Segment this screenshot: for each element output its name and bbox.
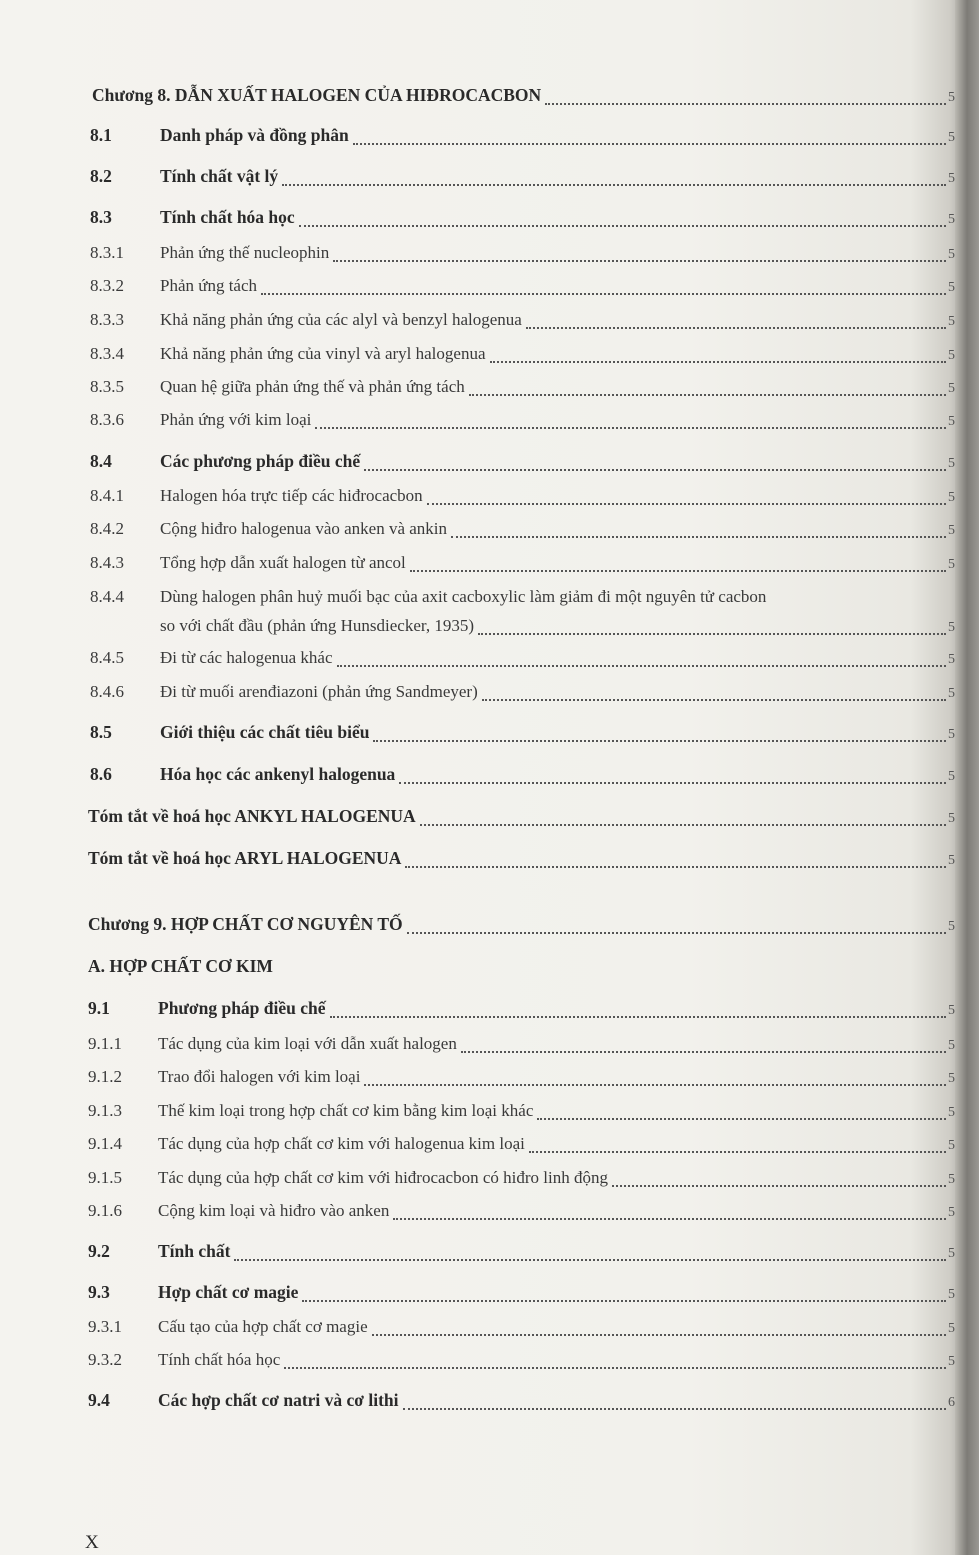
dot-leader	[403, 1408, 946, 1410]
toc-title: Hóa học các ankenyl halogenua	[160, 764, 396, 784]
dot-leader	[482, 699, 946, 701]
toc-page: 5	[948, 130, 955, 145]
toc-number: 9.1	[88, 998, 110, 1018]
toc-page: 5	[948, 1205, 955, 1220]
toc-section[interactable]	[0, 1385, 955, 1415]
dot-leader	[372, 1334, 946, 1336]
toc-number: 8.5	[90, 722, 112, 742]
toc-number: 8.3.2	[90, 276, 124, 295]
toc-number: 9.1.1	[88, 1034, 122, 1053]
dot-leader	[284, 1367, 946, 1369]
toc-page: 5	[948, 1246, 955, 1261]
dot-leader	[299, 225, 946, 227]
toc-title: Trao đổi halogen với kim loại	[158, 1067, 361, 1086]
toc-title: Hợp chất cơ magie	[158, 1282, 299, 1302]
toc-page: 5	[948, 414, 955, 429]
dot-leader	[410, 570, 946, 572]
toc-summary[interactable]	[0, 801, 955, 831]
toc-title: Khả năng phản ứng của các alyl và benzyl halogenua	[160, 310, 522, 329]
toc-number: 8.4.3	[90, 553, 124, 572]
toc-subsection[interactable]	[0, 1096, 955, 1126]
toc-chapter-heading[interactable]	[0, 80, 955, 110]
toc-page: 5	[948, 727, 955, 742]
toc-title: Phản ứng tách	[160, 276, 258, 295]
toc-page: 5	[948, 620, 955, 635]
toc-number: 8.6	[90, 764, 112, 784]
toc-title: Phản ứng với kim loại	[160, 410, 312, 429]
toc-number: 9.4	[88, 1390, 110, 1410]
toc-number: 8.1	[90, 125, 112, 145]
toc-subsection[interactable]	[0, 1062, 955, 1092]
toc-number: 9.3.2	[88, 1350, 122, 1369]
toc-title: Các hợp chất cơ natri và cơ lithi	[158, 1390, 399, 1410]
dot-leader	[420, 824, 946, 826]
toc-page: 5	[948, 1287, 955, 1302]
dot-leader	[393, 1218, 946, 1220]
dot-leader	[364, 469, 946, 471]
toc-subsection-continuation[interactable]	[0, 611, 955, 641]
dot-leader	[330, 1016, 946, 1018]
toc-page: 5	[948, 811, 955, 826]
page-binding-edge	[955, 0, 979, 1555]
toc-number: 9.1.3	[88, 1101, 122, 1120]
toc-title: Tính chất hóa học	[160, 207, 295, 227]
toc-page: 5	[948, 557, 955, 572]
toc-subsection[interactable]	[0, 339, 955, 369]
toc-page: 5	[948, 348, 955, 363]
toc-subsection[interactable]	[0, 1345, 955, 1375]
toc-number: 8.4.5	[90, 648, 124, 667]
dot-leader	[490, 361, 947, 363]
dot-leader	[302, 1300, 946, 1302]
toc-page: 5	[948, 523, 955, 538]
dot-leader	[353, 143, 946, 145]
toc-number: 9.1.2	[88, 1067, 122, 1086]
toc-title: Tác dụng của kim loại với dẫn xuất halogen	[158, 1034, 457, 1053]
dot-leader	[364, 1084, 946, 1086]
dot-leader	[529, 1151, 946, 1153]
toc-title: Cộng hiđro halogenua vào anken và ankin	[160, 519, 448, 538]
dot-leader	[405, 866, 946, 868]
toc-subsection[interactable]	[0, 677, 955, 707]
toc-page: 5	[948, 919, 955, 934]
dot-leader	[234, 1259, 946, 1261]
toc-subsection[interactable]	[0, 582, 955, 612]
toc-title: Đi từ muối arenđiazoni (phản ứng Sandmeyer)	[160, 682, 478, 701]
toc-title: Cấu tạo của hợp chất cơ magie	[158, 1317, 368, 1336]
dot-leader	[612, 1185, 946, 1187]
toc-page: 5	[948, 1038, 955, 1053]
toc-title: Chương 8. DẪN XUẤT HALOGEN CỦA HIĐROCACBON	[92, 85, 542, 105]
dot-leader	[337, 665, 946, 667]
dot-leader	[261, 293, 946, 295]
toc-number: 8.3.5	[90, 377, 124, 396]
toc-section[interactable]	[0, 759, 955, 789]
toc-page: 5	[948, 1071, 955, 1086]
toc-page: 5	[948, 247, 955, 262]
toc-number: 8.4.4	[90, 587, 124, 606]
dot-leader	[315, 427, 946, 429]
toc-subsection[interactable]	[0, 1196, 955, 1226]
toc-part-heading[interactable]	[0, 951, 955, 981]
dot-leader	[461, 1051, 946, 1053]
dot-leader	[373, 740, 946, 742]
toc-summary[interactable]	[0, 843, 955, 873]
toc-page: 5	[948, 1105, 955, 1120]
toc-number: 8.3.6	[90, 410, 124, 429]
dot-leader	[333, 260, 946, 262]
toc-subsection[interactable]	[0, 481, 955, 511]
toc-section[interactable]	[0, 446, 955, 476]
toc-subsection[interactable]	[0, 1129, 955, 1159]
toc-page: 5	[948, 171, 955, 186]
toc-title: Tính chất hóa học	[158, 1350, 281, 1369]
toc-title: Phản ứng thế nucleophin	[160, 243, 330, 262]
dot-leader	[545, 103, 946, 105]
dot-leader	[526, 327, 946, 329]
toc-title: Tác dụng của hợp chất cơ kim với hiđrocacbon có hiđro linh động	[158, 1168, 608, 1187]
toc-title: Quan hệ giữa phản ứng thế và phản ứng tách	[160, 377, 465, 396]
toc-title: Chương 9. HỢP CHẤT CƠ NGUYÊN TỐ	[88, 914, 403, 934]
toc-title: Danh pháp và đồng phân	[160, 125, 349, 145]
dot-leader	[427, 503, 946, 505]
toc-subsection[interactable]	[0, 643, 955, 673]
dot-leader	[282, 184, 946, 186]
toc-number: 9.3.1	[88, 1317, 122, 1336]
toc-title: Tính chất vật lý	[160, 166, 279, 186]
toc-page: 5	[948, 769, 955, 784]
dot-leader	[451, 536, 946, 538]
dot-leader	[399, 782, 946, 784]
toc-title: Tác dụng của hợp chất cơ kim với halogenua kim loại	[158, 1134, 525, 1153]
toc-title: Khả năng phản ứng của vinyl và aryl halogenua	[160, 344, 486, 363]
toc-number: 8.3	[90, 207, 112, 227]
toc-subsection[interactable]	[0, 514, 955, 544]
dot-leader	[537, 1118, 946, 1120]
toc-title: Giới thiệu các chất tiêu biểu	[160, 722, 370, 742]
toc-number: 8.3.1	[90, 243, 124, 262]
toc-subsection[interactable]	[0, 372, 955, 402]
toc-title: Tổng hợp dẫn xuất halogen từ ancol	[160, 553, 406, 572]
toc-subsection[interactable]	[0, 305, 955, 335]
toc-number: 8.3.3	[90, 310, 124, 329]
dot-leader	[469, 394, 946, 396]
toc-subsection[interactable]	[0, 1312, 955, 1342]
toc-page: 5	[948, 853, 955, 868]
toc-page: 5	[948, 90, 955, 105]
toc-section[interactable]	[0, 717, 955, 747]
toc-number: 8.4.2	[90, 519, 124, 538]
toc-title: Các phương pháp điều chế	[160, 451, 361, 471]
toc-number: 8.4	[90, 451, 112, 471]
dot-leader	[478, 633, 946, 635]
toc-page: 5	[948, 686, 955, 701]
toc-subsection[interactable]	[0, 238, 955, 268]
toc-chapter-heading[interactable]	[0, 909, 955, 939]
toc-section[interactable]	[0, 1277, 955, 1307]
toc-title: Dùng halogen phân huỷ muối bạc của axit cacboxylic làm giảm đi một nguyên tử cacbon	[160, 587, 767, 606]
toc-title: Đi từ các halogenua khác	[160, 648, 333, 667]
toc-page: 5	[948, 1003, 955, 1018]
toc-title: Tóm tắt về hoá học ANKYL HALOGENUA	[88, 806, 416, 826]
toc-number: 8.2	[90, 166, 112, 186]
toc-page: 5	[948, 456, 955, 471]
toc-page: 5	[948, 314, 955, 329]
toc-page: 5	[948, 1354, 955, 1369]
toc-title: Phương pháp điều chế	[158, 998, 326, 1018]
toc-section[interactable]	[0, 1236, 955, 1266]
toc-subsection[interactable]	[0, 271, 955, 301]
toc-number: 9.1.4	[88, 1134, 122, 1153]
toc-page: 5	[948, 1321, 955, 1336]
toc-section[interactable]	[0, 993, 955, 1023]
toc-number: 8.4.1	[90, 486, 124, 505]
toc-title: Halogen hóa trực tiếp các hiđrocacbon	[160, 486, 423, 505]
toc-subsection[interactable]	[0, 1163, 955, 1193]
toc-title: Tính chất	[158, 1241, 231, 1261]
toc-title: Thế kim loại trong hợp chất cơ kim bằng kim loại khác	[158, 1101, 534, 1120]
toc-number: 8.4.6	[90, 682, 124, 701]
toc-number: 9.2	[88, 1241, 110, 1261]
toc-page: 5	[948, 280, 955, 295]
toc-subsection[interactable]	[0, 548, 955, 578]
toc-number: 9.1.6	[88, 1201, 122, 1220]
toc-number: 9.3	[88, 1282, 110, 1302]
page-folio: X	[85, 1532, 99, 1553]
toc-page: 6	[948, 1395, 955, 1410]
toc-page: 5	[948, 1138, 955, 1153]
toc-page: 5	[948, 490, 955, 505]
toc-page: 5	[948, 1172, 955, 1187]
toc-number: 8.3.4	[90, 344, 124, 363]
toc-title-continuation: so với chất đầu (phản ứng Hunsdiecker, 1935)	[160, 616, 475, 635]
toc-title: Cộng kim loại và hiđro vào anken	[158, 1201, 390, 1220]
toc-page: 5	[948, 212, 955, 227]
toc-number: 9.1.5	[88, 1168, 122, 1187]
toc-section[interactable]	[0, 202, 955, 232]
toc-title: Tóm tắt về hoá học ARYL HALOGENUA	[88, 848, 402, 868]
toc-subsection[interactable]	[0, 1029, 955, 1059]
toc-page: 5	[948, 652, 955, 667]
dot-leader	[407, 932, 946, 934]
toc-page: 5	[948, 381, 955, 396]
toc-subsection[interactable]	[0, 405, 955, 435]
toc-title: A. HỢP CHẤT CƠ KIM	[88, 956, 273, 976]
toc-section[interactable]	[0, 161, 955, 191]
toc-section[interactable]	[0, 120, 955, 150]
